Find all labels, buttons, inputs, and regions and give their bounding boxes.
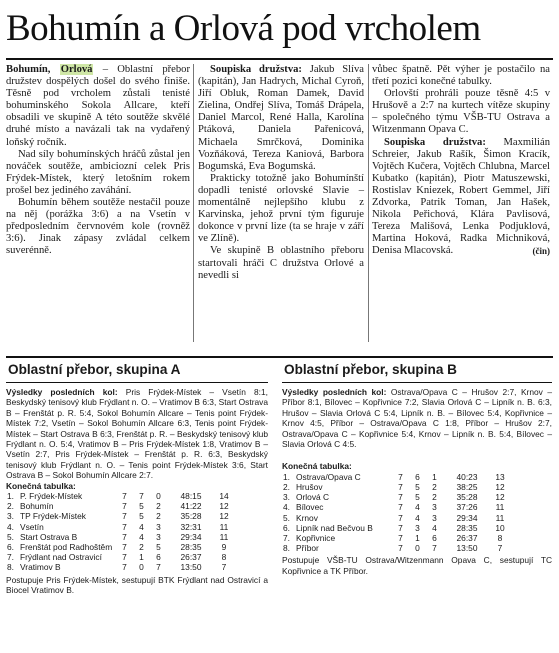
played-cell: 7 — [122, 491, 127, 502]
score-cell: 41:22 — [180, 501, 202, 512]
played-cell: 7 — [122, 531, 127, 542]
wins-cell: 5 — [415, 492, 420, 503]
lead-text: – Oblastní přebor družstev dospělých došel do svého finiše. Těsně pod vrcholem zůstali tenisté bohuminského Sokola Allcare, kteří obsadili ve skupině A této soutěže skvělé druhé místo a navázali tak na vydařený loňský ročník. — [6, 64, 190, 148]
wins-cell: 1 — [415, 533, 420, 544]
wins-cell: 1 — [139, 552, 144, 563]
points-cell: 13 — [495, 471, 505, 482]
score-cell: 35:28 — [456, 492, 478, 503]
wins-cell: 4 — [415, 502, 420, 513]
rank-cell: 5. — [283, 512, 290, 523]
team-cell: Orlová C — [296, 492, 330, 503]
score-cell: 28:35 — [456, 522, 478, 533]
points-cell: 12 — [219, 501, 229, 512]
rank-cell: 5. — [7, 531, 14, 542]
section-rule — [6, 356, 553, 358]
dateline-town: Orlová — [60, 64, 93, 75]
rank-cell: 3. — [7, 511, 14, 522]
table-row — [6, 511, 233, 521]
group-a-standings-table — [6, 491, 233, 573]
table-row — [6, 562, 233, 572]
played-cell: 7 — [398, 533, 403, 544]
wins-cell: 5 — [415, 482, 420, 493]
points-cell: 7 — [497, 543, 503, 554]
losses-cell: 5 — [156, 542, 161, 553]
score-cell: 13:50 — [180, 562, 202, 573]
table-row — [282, 492, 509, 502]
group-a-note: Postupuje Pris Frýdek-Místek, sestupují BTK Frýdlant nad Ostravicí a Biocel Vratimov B. — [6, 574, 268, 596]
points-cell: 11 — [219, 521, 229, 532]
points-cell: 10 — [495, 522, 505, 533]
group-b-results — [282, 387, 552, 449]
losses-cell: 2 — [432, 492, 437, 503]
team-cell: Start Ostrava B — [20, 531, 78, 542]
roster-paragraph — [198, 64, 364, 173]
score-cell: 38:25 — [456, 482, 478, 493]
team-cell: Kopřivnice — [296, 533, 336, 544]
table-row — [6, 532, 233, 542]
box-title-rule-a — [6, 382, 268, 383]
played-cell: 7 — [122, 501, 127, 512]
score-cell: 26:37 — [456, 533, 478, 544]
group-a-box — [6, 387, 268, 596]
rank-cell: 6. — [7, 542, 14, 553]
played-cell: 7 — [122, 552, 127, 563]
table-row — [282, 533, 509, 543]
roster-text: Maxmilián Schreier, Jakub Rašík, Šimon Kracík, Vojtěch Kučera, Vojtěch Chlubna, Marcel Kubatko (kapitán), Piotr Matuszewski, Rostislav Kniezek, Robert Gemmel, Jiří Zdvorka, Patrik Toman, Jan Hašek, Nikola Peřichová, Klára Pavlisová, Tereza Mališová, Lenka Podjuklová, Martina Hoková, Radka Michniková, Denisa Mlacovská. — [372, 136, 550, 257]
losses-cell: 6 — [432, 533, 437, 544]
losses-cell: 7 — [432, 543, 437, 554]
results-text: Ostrava/Opava C – Hrušov 2:7, Krnov – Příbor 8:1, Bílovec – Kopřivnice 7:2, Slavia Orlová C – Lipník n. B. 6:3, Hrušov – Slavia Orlová C 5:4, Lipník n. B. – Bílovec 5:4, Kopřivnice – Krnov 4:5, Příbor – Ostrava/Opava C 1:8, Příbor – Hrušov 2:7, Ostrava/Opava C – Kopřivnice 5:4, Krnov – Lipník n. B. 5:4, Bílovec – Slavia Orlová C 4:5. — [282, 387, 552, 450]
losses-cell: 3 — [156, 531, 161, 542]
wins-cell: 0 — [139, 562, 144, 573]
box-title-rule-b — [282, 382, 552, 383]
points-cell: 7 — [221, 562, 227, 573]
article-lead — [6, 64, 190, 149]
team-cell: Vratimov B — [20, 562, 61, 573]
score-cell: 35:28 — [180, 511, 202, 522]
wins-cell: 5 — [139, 501, 144, 512]
article-paragraph: Nad síly bohumínských hráčů zůstal jen nováček soutěže, ambiciozní celek Pris Frýdek-Místek, který letošním rokem prošel bez jediného zaváhání. — [6, 148, 190, 196]
wins-cell: 4 — [139, 521, 144, 532]
played-cell: 7 — [398, 522, 403, 533]
score-cell: 37:26 — [456, 502, 478, 513]
points-cell: 8 — [221, 552, 227, 563]
points-cell: 12 — [219, 511, 229, 522]
score-cell: 48:15 — [180, 491, 202, 502]
team-cell: Příbor — [296, 543, 319, 554]
roster-text: Jakub Slíva (kapitán), Jan Hadrych, Michal Cyroň, Jiří Obluk, Roman Damek, David Zielina, Ondřej Slíva, Tomáš Drápela, Daniel Marcol, René Halla, Karolína Ptáková, Daniela Pařenicová, Michaela Smrčková, Dominika Vozňáková, Tereza Kaniová, Barbora Bogumská, Eva Bogumská. — [198, 64, 364, 172]
losses-cell: 3 — [432, 512, 437, 523]
played-cell: 7 — [398, 512, 403, 523]
table-row — [282, 543, 509, 553]
article-paragraph: Prakticky totožně jako Bohumínští dopadli tenisté orlovské Slavie – momentálně nejlepšího klubu z Karvinska, jehož první tým figuruje dokonce v první lize (ta se hraje v září ve Zlíně). — [198, 172, 364, 245]
table-row — [282, 472, 509, 482]
played-cell: 7 — [398, 502, 403, 513]
score-cell: 32:31 — [180, 521, 202, 532]
points-cell: 8 — [497, 533, 503, 544]
article-paragraph: vůbec špatně. Pět výher je postačilo na třetí pozici konečné tabulky. — [372, 64, 550, 88]
wins-cell: 4 — [415, 512, 420, 523]
table-row — [6, 522, 233, 532]
table-row — [282, 513, 509, 523]
rank-cell: 1. — [283, 471, 290, 482]
group-b-title: Oblastní přebor, skupina B — [284, 362, 457, 377]
rank-cell: 1. — [7, 491, 14, 502]
column-divider — [193, 64, 194, 342]
group-a-title: Oblastní přebor, skupina A — [8, 362, 181, 377]
team-cell: Bohumín — [20, 501, 54, 512]
team-cell: Vsetín — [20, 521, 44, 532]
wins-cell: 0 — [415, 543, 420, 554]
headline: Bohumín a Orlová pod vrcholem — [6, 8, 481, 49]
group-b-standings-table — [282, 472, 509, 554]
wins-cell: 5 — [139, 511, 144, 522]
points-cell: 11 — [219, 531, 229, 542]
table-row — [6, 501, 233, 511]
losses-cell: 3 — [432, 502, 437, 513]
rank-cell: 8. — [283, 543, 290, 554]
losses-cell: 1 — [432, 471, 437, 482]
team-cell: Lipník nad Bečvou B — [296, 522, 373, 533]
table-row — [6, 552, 233, 562]
losses-cell: 7 — [156, 562, 161, 573]
table-row — [282, 523, 509, 533]
points-cell: 11 — [495, 512, 505, 523]
rank-cell: 2. — [7, 501, 14, 512]
losses-cell: 2 — [156, 501, 161, 512]
rank-cell: 3. — [283, 492, 290, 503]
played-cell: 7 — [122, 511, 127, 522]
rank-cell: 7. — [283, 533, 290, 544]
table-label: Konečná tabulka: — [282, 461, 352, 472]
results-label: Výsledky posledních kol: — [6, 387, 118, 397]
played-cell: 7 — [398, 482, 403, 493]
team-cell: Bílovec — [296, 502, 324, 513]
played-cell: 7 — [122, 542, 127, 553]
article-column-3 — [372, 64, 550, 258]
article-column-2 — [198, 64, 364, 282]
article-paragraph: Bohumín během soutěže nestačil pouze na něj (porážka 3:6) a na Vsetín v předposledním červnovém kole (rovněž 3:6). Jinak zápasy zvládal celkem suverénně. — [6, 197, 190, 257]
team-cell: P. Frýdek-Místek — [20, 491, 83, 502]
column-divider — [368, 64, 369, 342]
losses-cell: 2 — [432, 482, 437, 493]
losses-cell: 0 — [156, 491, 161, 502]
rank-cell: 2. — [283, 482, 290, 493]
played-cell: 7 — [398, 543, 403, 554]
group-b-box — [282, 387, 552, 576]
article-paragraph: Orlovští prohráli pouze těsně 4:5 v Hrušově a 2:7 na kurtech vítěze skupiny – společného týmu VŠB-TU Ostrava a Witzenmann Opava C. — [372, 88, 550, 136]
score-cell: 28:35 — [180, 542, 202, 553]
group-a-results — [6, 387, 268, 481]
team-cell: Krnov — [296, 512, 318, 523]
played-cell: 7 — [398, 492, 403, 503]
losses-cell: 2 — [156, 511, 161, 522]
points-cell: 12 — [495, 492, 505, 503]
team-cell: Hrušov — [296, 482, 323, 493]
losses-cell: 3 — [156, 521, 161, 532]
rank-cell: 4. — [283, 502, 290, 513]
rank-cell: 6. — [283, 522, 290, 533]
team-cell: Ostrava/Opava C — [296, 471, 361, 482]
rank-cell: 8. — [7, 562, 14, 573]
team-cell: Frýdlant nad Ostravicí — [20, 552, 102, 563]
score-cell: 13:50 — [456, 543, 478, 554]
team-cell: TP Frýdek-Místek — [20, 511, 86, 522]
roster-paragraph — [372, 137, 550, 258]
wins-cell: 3 — [415, 522, 420, 533]
points-cell: 12 — [495, 482, 505, 493]
roster-label: Soupiska družstva: — [210, 64, 302, 75]
rank-cell: 7. — [7, 552, 14, 563]
losses-cell: 6 — [156, 552, 161, 563]
played-cell: 7 — [398, 471, 403, 482]
results-label: Výsledky posledních kol: — [282, 387, 387, 397]
score-cell: 40:23 — [456, 471, 478, 482]
wins-cell: 6 — [415, 471, 420, 482]
table-row — [6, 491, 233, 501]
article-column-1 — [6, 64, 190, 258]
score-cell: 26:37 — [180, 552, 202, 563]
table-row — [282, 482, 509, 492]
score-cell: 29:34 — [456, 512, 478, 523]
headline-rule — [6, 58, 553, 60]
article-paragraph: Ve skupině B oblastního přeboru startovali hráči C družstva Orlové a nevedli si — [198, 245, 364, 281]
table-row — [6, 542, 233, 552]
results-text: Pris Frýdek-Místek – Vsetín 8:1, Beskydský tenisový klub Frýdlant n. O. – Vratimov B 6:3, Start Ostrava B – Frenštát p. R. 5:4, Sokol Bohumín Allcare – Tenis point Frýdek-Místek 7:2, Vsetín – Sokol Bohumín Allcare 6:3, Tenis point Frýdek-Místek – Start Ostrava B 6:3, Frenštát p. R. – Beskydský tenisový klub Frýdlant n. O. 5:4, Vratimov B – Pris Frýdek-Místek 1:8, Vratimov B – Vsetín 2:7, Pris Frýdek-Místek – Frenštát p. R. 6:3, Beskydský tenisový klub Frýdlant n. O. – Tenis point Frýdek-Místek 3:6, Start Ostrava B – Sokol Bohumín Allcare 2:7. — [6, 387, 268, 481]
points-cell: 9 — [221, 542, 227, 553]
group-b-note: Postupuje VŠB-TU Ostrava/Witzenmann Opava C, sestupují TC Kopřivnice a TK Příbor. — [282, 555, 552, 576]
wins-cell: 2 — [139, 542, 144, 553]
dateline-city: Bohumín, — [6, 64, 51, 75]
played-cell: 7 — [122, 521, 127, 532]
losses-cell: 4 — [432, 522, 437, 533]
points-cell: 14 — [219, 491, 229, 502]
table-label: Konečná tabulka: — [6, 480, 76, 491]
team-cell: Frenštát pod Radhoštěm — [20, 542, 113, 553]
wins-cell: 7 — [139, 491, 144, 502]
score-cell: 29:34 — [180, 531, 202, 542]
played-cell: 7 — [122, 562, 127, 573]
rank-cell: 4. — [7, 521, 14, 532]
wins-cell: 4 — [139, 531, 144, 542]
points-cell: 11 — [495, 502, 505, 513]
author-signature: (čin) — [532, 246, 550, 257]
table-row — [282, 502, 509, 512]
roster-label: Soupiska družstva: — [384, 136, 486, 148]
